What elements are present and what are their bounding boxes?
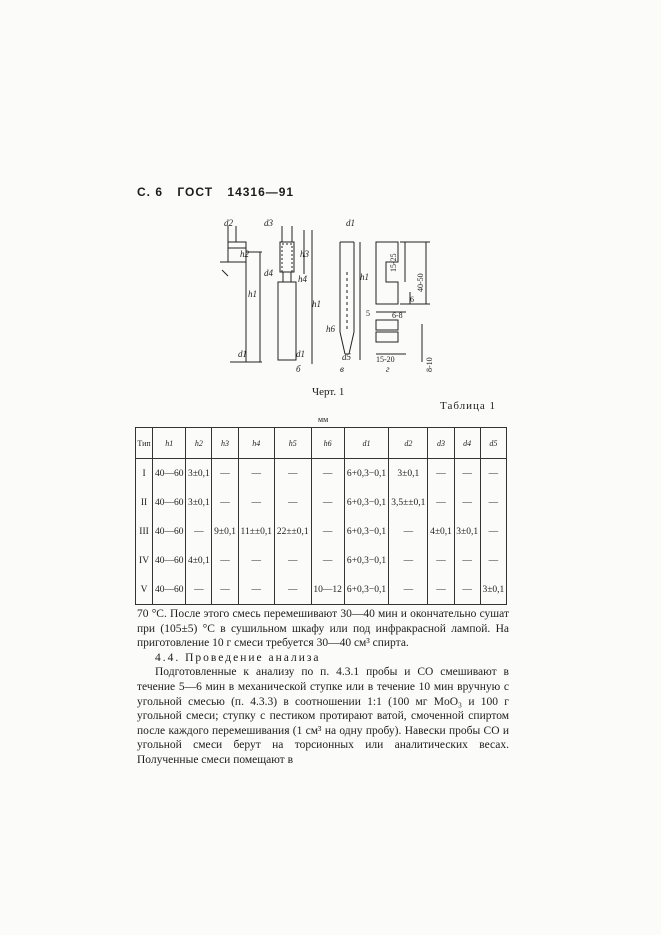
label-15-20: 15-20 bbox=[376, 355, 395, 364]
label-d3: d3 bbox=[264, 218, 273, 228]
page-number: С. 6 bbox=[137, 185, 164, 199]
label-d4: d4 bbox=[264, 268, 273, 278]
col-type: Тип bbox=[136, 428, 153, 459]
table-cell: — bbox=[311, 459, 344, 489]
col-h3: h3 bbox=[212, 428, 238, 459]
label-h1-c: h1 bbox=[360, 272, 369, 282]
table-cell: — bbox=[274, 488, 311, 517]
table-row bbox=[136, 575, 507, 605]
table-cell: — bbox=[274, 546, 311, 575]
label-8-10: 8-10 bbox=[425, 357, 434, 372]
electrode-dimensions-table bbox=[135, 427, 507, 605]
table-cell: — bbox=[428, 546, 454, 575]
label-d5: d5 bbox=[342, 352, 351, 362]
table-cell: 3±0,1 bbox=[186, 459, 212, 489]
label-d2: d2 bbox=[224, 218, 233, 228]
label-d1-c: d1 bbox=[346, 218, 355, 228]
label-h6: h6 bbox=[326, 324, 335, 334]
table-cell: I bbox=[136, 459, 153, 489]
electrode-view-a bbox=[220, 218, 262, 362]
body-text bbox=[137, 607, 509, 768]
col-d1: d1 bbox=[344, 428, 388, 459]
label-15-25: 15-25 bbox=[389, 253, 398, 272]
table-cell: — bbox=[428, 488, 454, 517]
table-cell: 3,5±±0,1 bbox=[389, 488, 428, 517]
label-d1-b: d1 bbox=[296, 349, 305, 359]
standard-name: ГОСТ bbox=[177, 185, 214, 199]
table-cell: — bbox=[480, 546, 506, 575]
label-h1-a: h1 bbox=[248, 289, 257, 299]
table-cell: 3±0,1 bbox=[389, 459, 428, 489]
table-cell: 6+0,3−0,1 bbox=[344, 459, 388, 489]
table-cell: 6+0,3−0,1 bbox=[344, 517, 388, 546]
col-h5: h5 bbox=[274, 428, 311, 459]
table-cell: — bbox=[311, 488, 344, 517]
table-cell: III bbox=[136, 517, 153, 546]
col-h2: h2 bbox=[186, 428, 212, 459]
table-cell: — bbox=[212, 575, 238, 605]
table-cell: — bbox=[212, 459, 238, 489]
units-label: мм bbox=[318, 415, 329, 424]
section-heading: 4.4. Проведение анализа bbox=[155, 651, 321, 664]
label-h4: h4 bbox=[298, 274, 307, 284]
table-cell: — bbox=[274, 575, 311, 605]
table-cell: — bbox=[238, 459, 274, 489]
col-d5: d5 bbox=[480, 428, 506, 459]
table-cell: — bbox=[454, 459, 480, 489]
table-cell: — bbox=[480, 517, 506, 546]
table-row bbox=[136, 488, 507, 517]
label-h1-b: h1 bbox=[312, 299, 321, 309]
paragraph-1: 70 °С. После этого смесь перемешивают 30—40 мин и окончательно сушат при (105±5) °С в сушильном шкафу или под инфракрасной лампой. На приготовление 10 г смеси требуется 30—40 см³ спирта. bbox=[137, 608, 509, 650]
table-cell: — bbox=[212, 488, 238, 517]
table-cell: 40—60 bbox=[153, 459, 186, 489]
col-h1: h1 bbox=[153, 428, 186, 459]
table-title: Таблица 1 bbox=[440, 400, 497, 412]
table-cell: — bbox=[186, 575, 212, 605]
table-body bbox=[136, 459, 507, 605]
table-cell: 6+0,3−0,1 bbox=[344, 546, 388, 575]
label-d1-a: d1 bbox=[238, 349, 247, 359]
table-cell: — bbox=[274, 459, 311, 489]
label-h2: h2 bbox=[240, 249, 249, 259]
table-cell: — bbox=[389, 546, 428, 575]
table-cell: 3±0,1 bbox=[454, 517, 480, 546]
label-h3: h3 bbox=[300, 249, 309, 259]
table-cell: — bbox=[238, 488, 274, 517]
table-cell: — bbox=[238, 575, 274, 605]
electrode-view-g bbox=[366, 242, 434, 374]
table-cell: — bbox=[389, 517, 428, 546]
col-d2: d2 bbox=[389, 428, 428, 459]
table-cell: — bbox=[311, 546, 344, 575]
table-cell: — bbox=[389, 575, 428, 605]
table-cell: — bbox=[454, 488, 480, 517]
col-h6: h6 bbox=[311, 428, 344, 459]
page-header bbox=[137, 185, 304, 199]
table-cell: 4±0,1 bbox=[186, 546, 212, 575]
standard-number: 14316—91 bbox=[227, 185, 295, 199]
table-row bbox=[136, 546, 507, 575]
table-cell: — bbox=[454, 546, 480, 575]
table-cell: — bbox=[454, 575, 480, 605]
label-view-v: в bbox=[340, 364, 344, 374]
table-cell: — bbox=[480, 459, 506, 489]
paragraph-2: Подготовленные к анализу по п. 4.3.1 пробы и СО смешивают в течение 5—6 мин в механической ступке или в течение 10 мин вручную с угольной смесью (п. 4.3.3) в соотношении 1:1 (100 мг MoO₃ и 100 г угольной смеси; ступку с пестиком протирают ватой, смоченной спиртом после каждого перемешивания (1 см³ на одну пробу). Навески пробы СО и угольной смеси берут на торсионных или аналитических весах. Полученные смеси помещают в bbox=[137, 666, 509, 766]
label-view-g: г bbox=[386, 364, 390, 374]
table-cell: 3±0,1 bbox=[480, 575, 506, 605]
table-row bbox=[136, 459, 507, 489]
table-cell: — bbox=[428, 459, 454, 489]
label-6-8: 6-8 bbox=[392, 311, 403, 320]
table-cell: — bbox=[480, 488, 506, 517]
table-cell: IV bbox=[136, 546, 153, 575]
label-view-b: б bbox=[296, 364, 301, 374]
electrode-view-v bbox=[326, 218, 369, 374]
col-d4: d4 bbox=[454, 428, 480, 459]
label-6: 6 bbox=[410, 295, 414, 304]
table-cell: V bbox=[136, 575, 153, 605]
table-cell: — bbox=[212, 546, 238, 575]
table-cell: — bbox=[428, 575, 454, 605]
table-cell: 6+0,3−0,1 bbox=[344, 575, 388, 605]
table-row bbox=[136, 517, 507, 546]
table-cell: 9±0,1 bbox=[212, 517, 238, 546]
table-cell: — bbox=[311, 517, 344, 546]
label-5: 5 bbox=[366, 309, 370, 318]
table-cell: 10—12 bbox=[311, 575, 344, 605]
figure-caption: Черт. 1 bbox=[312, 386, 345, 398]
electrode-drawing bbox=[200, 212, 450, 382]
col-d3: d3 bbox=[428, 428, 454, 459]
table-cell: — bbox=[186, 517, 212, 546]
table-cell: 22±±0,1 bbox=[274, 517, 311, 546]
table-cell: 4±0,1 bbox=[428, 517, 454, 546]
label-40-50: 40-50 bbox=[416, 273, 425, 292]
table-cell: 11±±0,1 bbox=[238, 517, 274, 546]
table-cell: 40—60 bbox=[153, 575, 186, 605]
table-cell: — bbox=[238, 546, 274, 575]
table-cell: II bbox=[136, 488, 153, 517]
col-h4: h4 bbox=[238, 428, 274, 459]
table-cell: 40—60 bbox=[153, 546, 186, 575]
table-cell: 40—60 bbox=[153, 488, 186, 517]
table-cell: 6+0,3−0,1 bbox=[344, 488, 388, 517]
electrode-view-b bbox=[264, 218, 321, 374]
table-header-row bbox=[136, 428, 507, 459]
table-cell: 3±0,1 bbox=[186, 488, 212, 517]
table-cell: 40—60 bbox=[153, 517, 186, 546]
